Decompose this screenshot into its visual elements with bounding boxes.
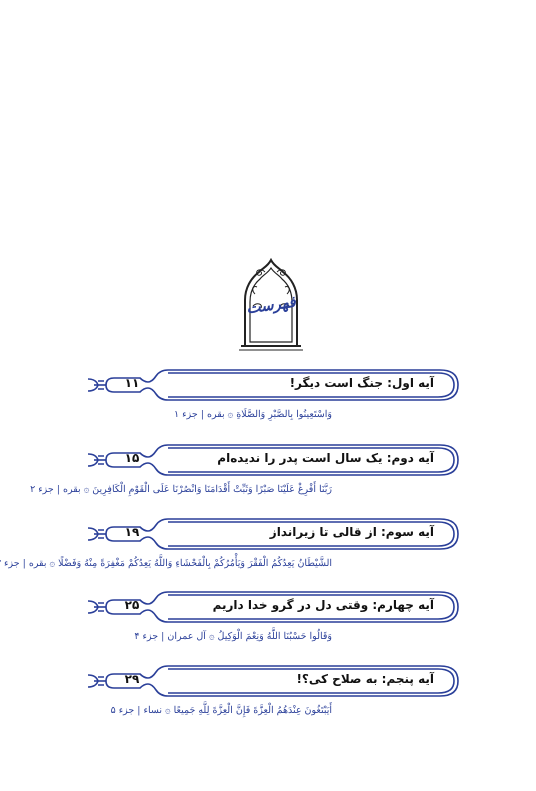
chapter-title: آیه سوم: از قالی تا زیرانداز [269,525,434,539]
toc-entry[interactable] [4,517,460,569]
toc-entry[interactable] [86,664,460,716]
page-number: ۲۵ [124,598,140,612]
toc-entry[interactable] [86,590,460,642]
page-number: ۱۹ [124,525,140,539]
toc-row[interactable] [86,368,460,402]
chapter-title: آیه اول: جنگ است دیگر! [289,376,434,390]
verse-reference: وَقَالُوا حَسْبُنَا اللَّهُ وَنِعْمَ الْوَكِيلُ ۞ آل عمران | جزء ۴ [134,631,332,642]
verse-reference: وَاسْتَعِينُوا بِالصَّبْرِ وَالصَّلَاةِ ۞ بقره | جزء ۱ [174,409,332,420]
toc-row[interactable] [86,443,460,477]
page-number: ۲۹ [124,672,140,686]
toc-entry[interactable] [86,368,460,420]
toc-row[interactable] [86,664,460,698]
verse-reference: الشَّيْطَانُ يَعِدُكُمُ الْفَقْرَ وَيَأْمُرُكُمْ بِالْفَحْشَاءِ وَاللَّهُ يَعِدُكُمْ مَغْفِرَةً مِنْهُ وَفَضْلًا ۞ بقره | جزء [4,558,332,569]
page-number: ۱۱ [124,376,140,390]
page-number: ۱۵ [124,451,140,465]
chapter-title: آیه دوم: یک سال است پدر را ندیده‌ام [217,451,434,465]
toc-heading: فهرست [245,292,297,318]
toc-row[interactable] [86,517,460,551]
verse-reference: أَيَبْتَغُونَ عِنْدَهُمُ الْعِزَّةَ فَإِنَّ الْعِزَّةَ لِلَّهِ جَمِيعًا ۞ نساء | جزء ۵ [110,705,332,716]
verse-reference: رَبَّنَا أَفْرِغْ عَلَيْنَا صَبْرًا وَثَبِّتْ أَقْدَامَنَا وَانْصُرْنَا عَلَى الْقَوْمِ الْكَافِرِينَ ۞ بقره | جزء ۲ [30,484,332,495]
toc-entry[interactable] [30,443,460,495]
chapter-title: آیه پنجم: به صلاح کی؟! [296,672,434,686]
toc-row[interactable] [86,590,460,624]
chapter-title: آیه چهارم: وقتی دل در گرو خدا داریم [212,598,434,612]
